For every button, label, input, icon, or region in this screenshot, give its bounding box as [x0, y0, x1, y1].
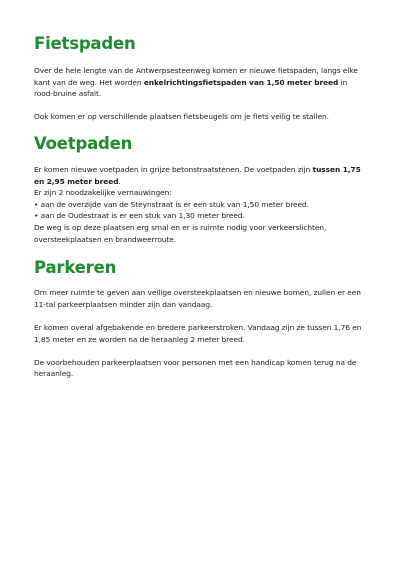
- section-voetpaden: [34, 134, 368, 245]
- text-run: .: [118, 176, 121, 186]
- bullet-item: • aan de Oudestraat is er een stuk van 1,30 meter breed.: [34, 210, 368, 222]
- heading-fietspaden: Fietspaden: [34, 34, 136, 53]
- paragraph-fietspaden-2: Ook komen er op verschillende plaatsen fietsbeugels om je fiets veilig te stallen.: [34, 112, 329, 122]
- voetpaden-line-1: [34, 164, 368, 187]
- document-page: [34, 28, 368, 380]
- paragraph-parkeren-2: Er komen overal afgebakende en bredere parkeerstroken. Vandaag zijn ze tussen 1,76 en 1,85 meter en ze worden na de heraanleg 2 meter breed.: [34, 322, 362, 344]
- paragraph-fietspaden-1: [34, 65, 368, 100]
- text-run: in rood-bruine asfalt.: [34, 77, 348, 99]
- paragraph-parkeren-1: Om meer ruimte te geven aan veilige oversteekplaatsen en nieuwe bomen, zullen er een 11-tal parkeerplaatsen minder zijn dan vandaag.: [34, 288, 361, 309]
- text-run: Over de hele lengte van de Antwerpsesteenweg komen er nieuwe fietspaden, langs elke kant van de weg. Het worden: [34, 66, 358, 87]
- bullet-item: • aan de overzijde van de Steynstraat is er een stuk van 1,50 meter breed.: [34, 199, 368, 211]
- bold-text: tussen 1,75 en 2,95 meter breed: [34, 164, 361, 186]
- heading-voetpaden: Voetpaden: [34, 133, 133, 153]
- paragraph-voetpaden: [34, 164, 368, 245]
- section-fietspaden: [34, 34, 368, 123]
- section-parkeren: [34, 258, 368, 380]
- heading-parkeren: Parkeren: [34, 258, 117, 278]
- voetpaden-line-last: De weg is op deze plaatsen erg smal en er is ruimte nodig voor verkeerslichten, oversteekplaatsen en brandweerroute.: [34, 222, 327, 244]
- paragraph-parkeren-3: De voorbehouden parkeerplaatsen voor personen met een handicap komen terug na de heraanleg.: [34, 357, 357, 379]
- voetpaden-line-2: Er zijn 2 noodzakelijke vernauwingen:: [34, 188, 172, 198]
- bold-text: enkelrichtingsfietspaden van 1,50 meter breed: [143, 77, 339, 87]
- text-run: Er komen nieuwe voetpaden in grijze betonstraatstenen. De voetpaden zijn: [34, 164, 313, 174]
